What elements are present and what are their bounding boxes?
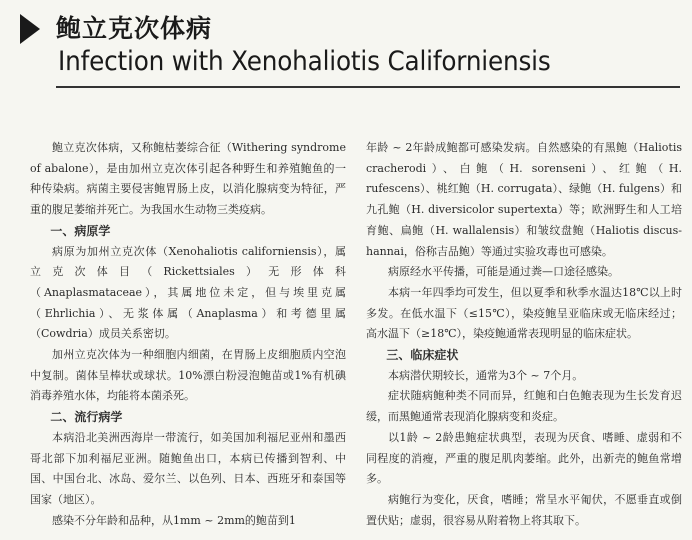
- header-rule: [56, 86, 680, 88]
- left-column: [30, 138, 346, 531]
- section-heading-symptoms: 三、临床症状: [386, 348, 459, 363]
- page-header: [0, 0, 692, 92]
- title-chinese: 鲍立克次体病: [56, 14, 213, 43]
- triangle-marker-icon: [20, 14, 40, 44]
- epidemiology-paragraph-2: 感染不分年龄和品种，从1mm ~ 2mm的鲍苗到1: [52, 513, 296, 527]
- transmission-paragraph: 病原经水平传播，可能是通过粪—口途径感染。: [388, 265, 619, 279]
- symptoms-paragraph-4: 病鲍行为变化，厌食，嗜睡；常呈水平匍伏，不愿垂直或倒置伏贴；虚弱，很容易从附着物上将其取下。: [366, 492, 682, 527]
- section-heading-etiology: 一、病原学: [50, 223, 111, 238]
- epidemiology-paragraph-1: 本病沿北美洲西海岸一带流行，如美国加利福尼亚州和墨西哥北部下加利福尼亚洲。随鲍鱼出口，本病已传播到智利、中国、中国台北、冰岛、爱尔兰、以色列、日本、西班牙和泰国等国家（地区）。: [30, 430, 346, 506]
- section-heading-epidemiology: 二、流行病学: [50, 410, 123, 425]
- symptoms-paragraph-3: 以1龄 ~ 2龄患鲍症状典型，表现为厌食、嗜睡、虚弱和不同程度的消瘦，严重的腹足肌肉萎缩。此外，出新壳的鲍鱼常增多。: [366, 430, 682, 486]
- etiology-paragraph-1: 病原为加州立克次体（Xenohaliotis californiensis），属立克次体目（Rickettsiales）无形体科（Anaplasmataceae），其属地位未定，但与埃里克属（Ehrlichia）、无浆体属（Anaplasma）和考德里属（Cowdria）成员关系密切。: [30, 244, 346, 341]
- intro-paragraph: 鲍立克次体病，又称鲍枯萎综合征（Withering syndrome of abalone），是由加州立克次体引起各种野生和养殖鲍鱼的一种传染病。病菌主要侵害鲍胃肠上皮，以消化腺病变为特征，严重的腹足萎缩并死亡。为我国水生动物三类疫病。: [30, 141, 346, 217]
- season-paragraph: 本病一年四季均可发生，但以夏季和秋季水温达18℃以上时多发。在低水温下（≤15℃），染疫鲍呈亚临床或无临床经过；高水温下（≥18℃），染疫鲍通常表现明显的临床症状。: [366, 285, 682, 341]
- right-column: [366, 138, 682, 531]
- etiology-paragraph-2: 加州立克次体为一种细胞内细菌，在胃肠上皮细胞质内空泡中复制。菌体呈棒状或球状。10%漂白粉浸泡鲍苗或1%有机碘消毒养殖水体，均能将本菌杀死。: [30, 348, 346, 403]
- symptoms-paragraph-1: 本病潜伏期较长，通常为3个 ~ 7个月。: [388, 368, 584, 382]
- title-english: Infection with Xenohaliotis Californiensis: [58, 46, 551, 77]
- symptoms-paragraph-2: 症状随病鲍种类不同而异，红鲍和白色鲍表现为生长发育迟缓，而黑鲍通常表现消化腺病变和炎症。: [366, 389, 682, 424]
- epidemiology-continued: 年龄 ~ 2年龄成鲍都可感染发病。自然感染的有黑鲍（Haliotis cracherodi）、白鲍（H. sorenseni）、红鲍（H. rufescens）、桃红鲍（H. corrugata）、绿鲍（H. fulgens）和九孔鲍（H. diversicolor supertexta）等；欧洲野生和人工培育鲍、扁鲍（H. wallalensis）和皱纹盘鲍（Haliotis discus-hannai，俗称吉品鲍）等通过实验攻毒也可感染。: [366, 141, 682, 258]
